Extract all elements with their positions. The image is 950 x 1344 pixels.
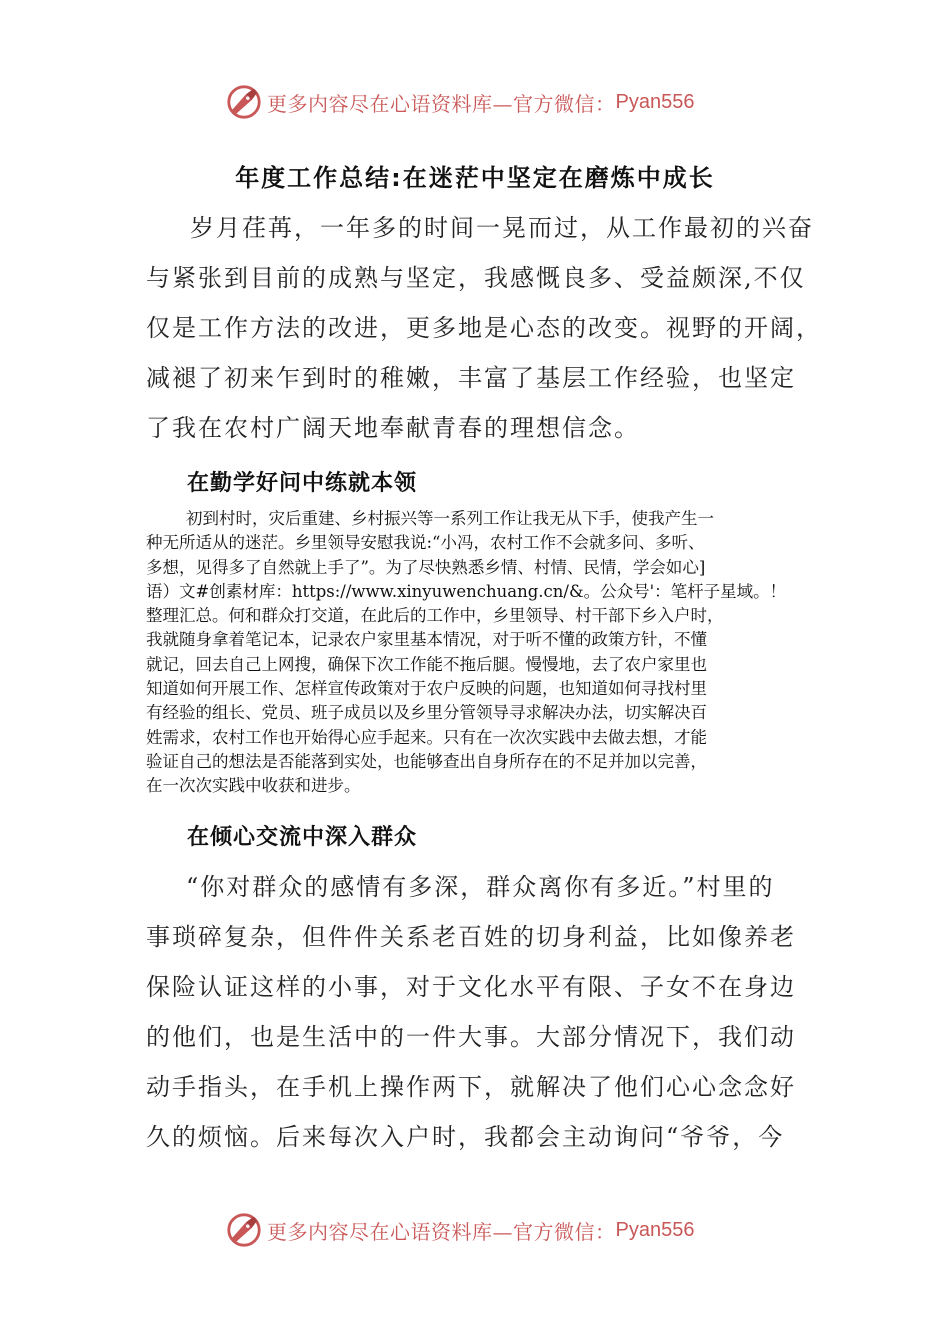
header-banner <box>225 82 745 122</box>
section2-line: 的他们，也是生活中的一件大事。大部分情况下，我们动 <box>146 1023 796 1051</box>
section2-line: 久的烦恼。后来每次入户时，我都会主动询问“爷爷，今 <box>146 1123 785 1151</box>
section2-paragraph <box>146 862 806 1162</box>
section2-line: 动手指头，在手机上操作两下，就解决了他们心心念念好 <box>146 1073 796 1101</box>
intro-line: 仅是工作方法的改进，更多地是心态的改变。视野的开阔， <box>146 314 822 342</box>
pen-nib-logo-icon <box>225 1211 263 1249</box>
section1-line: 姓需求，农村工作也开始得心应手起来。只有在一次次实践中去做去想，才能 <box>146 727 707 747</box>
intro-line: 了我在农村广阔天地奉献青春的理想信念。 <box>146 414 640 442</box>
section1-line: 种无所适从的迷茫。乡里领导安慰我说:“小冯，农村工作不会就多问、多听、 <box>146 533 705 553</box>
section1-line: 初到村时，灾后重建、乡村振兴等一系列工作让我无从下手，使我产生一 <box>186 509 714 528</box>
section1-line: 整理汇总。何和群众打交道，在此后的工作中，乡里领导、村干部下乡入户时， <box>146 606 724 626</box>
section1-line: 有经验的组长、党员、班子成员以及乡里分管领导寻求解决办法，切实解决百 <box>146 703 707 723</box>
section1-line: 多想，见得多了自然就上手了”。为了尽快熟悉乡情、村情、民情，学会如心] <box>146 557 706 577</box>
section1-heading: 在勤学好问中练就本领 <box>187 471 418 496</box>
section1-line: 语）文#创素材库：https://www.xinyuwenchuang.cn/&。公众号'：笔杆子星域。！ <box>146 581 787 601</box>
section1-line: 我就随身拿着笔记本，记录农户家里基本情况，对于听不懂的政策方针，不懂 <box>146 630 707 650</box>
intro-paragraph <box>146 203 822 453</box>
section1-line: 验证自己的想法是否能落到实处，也能够查出自身所存在的不足并加以完善， <box>146 751 707 771</box>
section1-line: 在一次次实践中收获和进步。 <box>146 776 361 796</box>
intro-line: 岁月荏苒，一年多的时间一晃而过，从工作最初的兴奋 <box>190 214 814 242</box>
section2-line: 事琐碎复杂，但件件关系老百姓的切身利益，比如像养老 <box>146 923 796 951</box>
section2-heading: 在倾心交流中深入群众 <box>187 825 418 850</box>
section2-line: 保险认证这样的小事，对于文化水平有限、子女不在身边 <box>146 973 796 1001</box>
intro-line: 与紧张到目前的成熟与坚定，我感慨良多、受益颇深,不仅 <box>146 264 806 292</box>
section1-line: 知道如何开展工作、怎样宣传政策对于农户反映的问题，也知道如何寻找村里 <box>146 679 707 699</box>
banner-text: 更多内容尽在心语资料库—官方微信： <box>267 91 616 116</box>
section2-line: “你对群众的感情有多深，群众离你有多近。”村里的 <box>186 873 775 901</box>
banner-text: 更多内容尽在心语资料库—官方微信： <box>267 1219 616 1244</box>
pen-nib-logo-icon <box>225 83 263 121</box>
footer-banner <box>225 1210 745 1250</box>
section1-paragraph <box>146 507 811 799</box>
banner-wechat-id: Pyan556 <box>615 1218 695 1241</box>
section1-line: 就记，回去自己上网搜，确保下次工作能不拖后腿。慢慢地，去了农户家里也 <box>146 654 707 674</box>
intro-line: 减褪了初来乍到时的稚嫩，丰富了基层工作经验，也坚定 <box>146 364 796 392</box>
banner-wechat-id: Pyan556 <box>615 90 695 113</box>
document-title: 年度工作总结:在迷茫中坚定在磨炼中成长 <box>235 164 715 192</box>
